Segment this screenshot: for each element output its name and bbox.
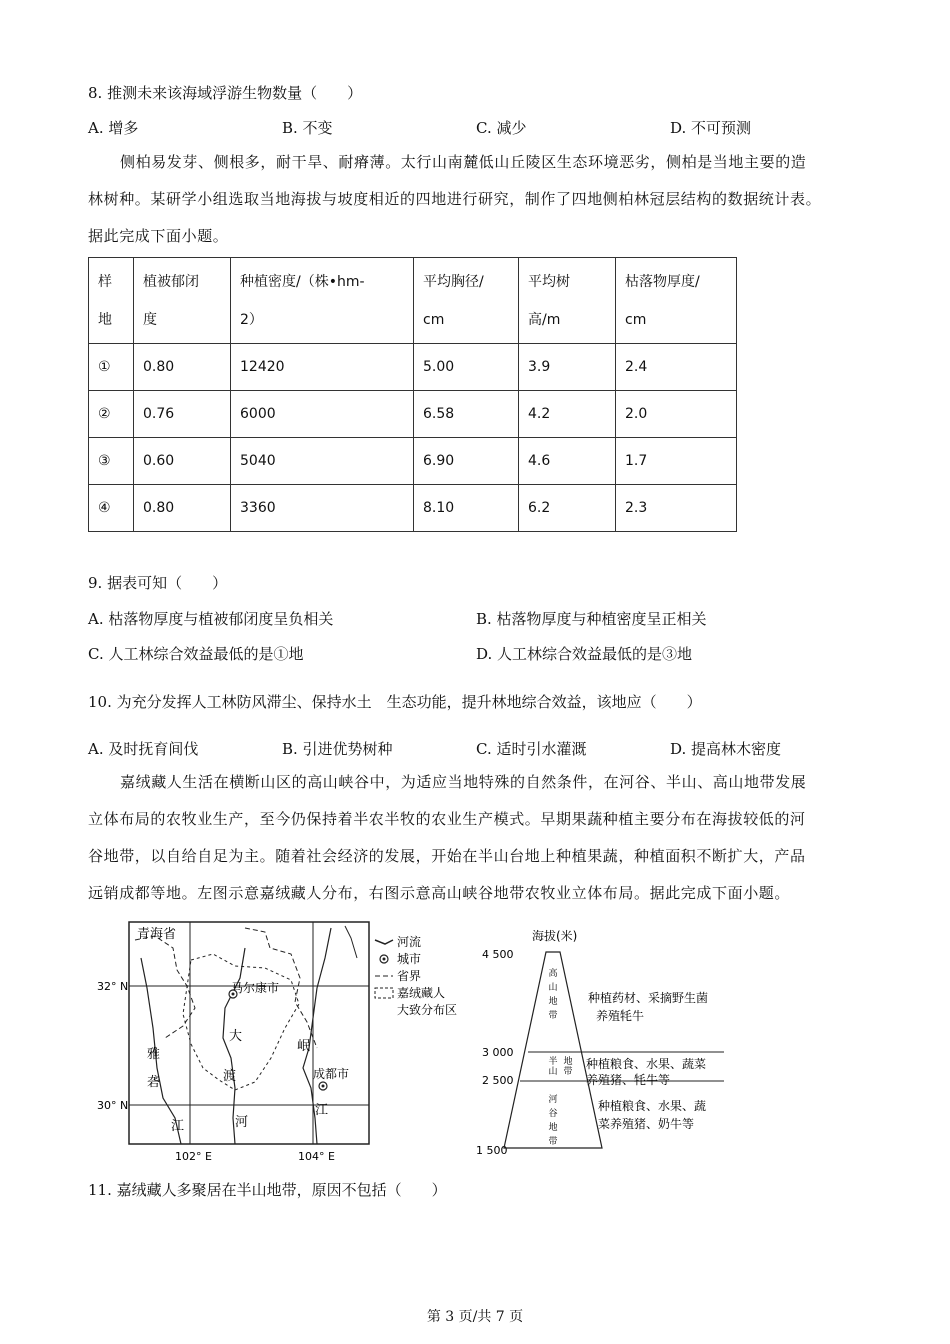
passage1-line-2: 林树种。某研学小组选取当地海拔与坡度相近的四地进行研究，制作了四地侧柏林冠层结构的数据统计表。 xyxy=(88,190,822,208)
table-cell: 4.6 xyxy=(519,438,616,485)
min-label-1: 岷 xyxy=(297,1039,311,1054)
table-cell: 5040 xyxy=(231,438,414,485)
table-cell: 6.90 xyxy=(414,438,519,485)
altitude-axis-title: 海拔(米) xyxy=(532,929,578,943)
map-frame xyxy=(129,922,369,1144)
table-cell: 0.80 xyxy=(134,344,231,391)
q9-option-a: A. 枯落物厚度与植被郁闭度呈负相关 xyxy=(88,610,334,628)
table-cell: 12420 xyxy=(231,344,414,391)
table-cell: 0.76 xyxy=(134,391,231,438)
high-zone-char: 地 xyxy=(548,997,558,1007)
valley-zone-char: 地 xyxy=(548,1123,558,1133)
header-canopy-closure: 植被郁闭 度 xyxy=(134,258,231,344)
high-zone-char: 山 xyxy=(548,983,558,993)
dadu-label-2: 渡 xyxy=(223,1069,237,1084)
table-cell: 2.0 xyxy=(616,391,737,438)
river-tributary xyxy=(345,926,357,958)
lon-104-label: 104° E xyxy=(298,1150,335,1163)
city-label-markang: 马尔康市 xyxy=(231,981,280,995)
q9-option-c: C. 人工林综合效益最低的是①地 xyxy=(88,645,304,663)
passage1-line-3: 据此完成下面小题。 xyxy=(88,227,229,245)
high-zone-desc-2: 养殖牦牛 xyxy=(596,1009,645,1023)
valley-zone-desc-1: 种植粮食、水果、蔬 xyxy=(598,1099,707,1113)
high-zone-desc-1: 种植药材、采摘野生菌 xyxy=(588,991,709,1005)
passage2-line-4: 远销成都等地。左图示意嘉绒藏人分布，右图示意高山峡谷地带农牧业立体布局。据此完成下面小题。 xyxy=(88,884,791,902)
mid-zone-char: 山 xyxy=(548,1067,558,1077)
valley-zone-char: 带 xyxy=(548,1137,558,1147)
header-planting-density: 种植密度/（株•hm- 2） xyxy=(231,258,414,344)
province-label: 青海省 xyxy=(137,927,177,942)
altitude-tick-3000: 3 000 xyxy=(482,1046,514,1059)
altitude-tick-2500: 2 500 xyxy=(482,1074,514,1087)
legend-distribution-label-1: 嘉绒藏人 xyxy=(397,986,446,1000)
high-zone-char: 带 xyxy=(548,1011,558,1021)
table-cell: ③ xyxy=(89,438,134,485)
valley-zone-desc-2: 菜养殖猪、奶牛等 xyxy=(598,1117,695,1131)
high-zone-char: 高 xyxy=(548,969,558,979)
passage1-line-1: 侧柏易发芽、侧根多，耐干旱、耐瘠薄。太行山南麓低山丘陵区生态环境恶劣，侧柏是当地主要的造 xyxy=(120,153,807,171)
table-cell: 6.2 xyxy=(519,485,616,532)
q10-option-c: C. 适时引水灌溉 xyxy=(476,740,587,758)
altitude-tick-4500: 4 500 xyxy=(482,948,514,961)
header-litter-thickness: 枯落物厚度/ cm xyxy=(616,258,737,344)
table-cell: 2.4 xyxy=(616,344,737,391)
altitude-tick-1500: 1 500 xyxy=(476,1144,508,1157)
altitude-zonation-diagram xyxy=(468,922,736,1160)
passage-jiarong xyxy=(88,764,868,912)
legend-city-label: 城市 xyxy=(397,952,422,966)
dadu-label-3: 河 xyxy=(235,1115,249,1130)
city-label-chengdu: 成都市 xyxy=(313,1067,350,1081)
q10-option-b: B. 引进优势树种 xyxy=(282,740,393,758)
page-footer: 第 3 页/共 7 页 xyxy=(426,1309,524,1325)
passage2-line-3: 谷地带，以自给自足为主。随着社会经济的发展，开始在半山台地上种植果蔬，种植面积不断扩大，产品 xyxy=(88,847,806,865)
jiarong-distribution-map xyxy=(95,918,475,1168)
passage-platycladus xyxy=(88,144,868,255)
passage2-line-1: 嘉绒藏人生活在横断山区的高山峡谷中，为适应当地特殊的自然条件，在河谷、半山、高山地带发展 xyxy=(120,773,807,791)
table-cell: 6000 xyxy=(231,391,414,438)
q8-option-c: C. 减少 xyxy=(476,119,527,137)
yalong-label-1: 雅 xyxy=(147,1047,161,1062)
lon-102-label: 102° E xyxy=(175,1150,212,1163)
valley-zone-char: 河 xyxy=(548,1095,558,1105)
min-label-2: 江 xyxy=(315,1103,329,1118)
table-cell: ④ xyxy=(89,485,134,532)
q9-stem: 9. 据表可知（ ） xyxy=(88,574,228,592)
q8-option-a: A. 增多 xyxy=(88,119,139,137)
q11-stem: 11. 嘉绒藏人多聚居在半山地带，原因不包括（ ） xyxy=(88,1181,447,1199)
passage2-line-2: 立体布局的农牧业生产，至今仍保持着半农半牧的农业生产模式。早期果蔬种植主要分布在海拔较低的河 xyxy=(88,810,806,828)
legend-distribution-icon xyxy=(375,988,393,998)
legend-distribution-label-2: 大致分布区 xyxy=(397,1003,458,1017)
legend-river-icon xyxy=(375,940,393,944)
mid-zone-desc-2: 养殖猪、牦牛等 xyxy=(586,1073,671,1087)
table-row xyxy=(89,438,737,485)
table-cell: 0.80 xyxy=(134,485,231,532)
mid-zone-desc-1: 种植粮食、水果、蔬菜 xyxy=(586,1057,707,1071)
table-row xyxy=(89,485,737,532)
table-header-row xyxy=(89,258,737,344)
province-boundary xyxy=(135,936,195,1038)
dadu-label-1: 大 xyxy=(229,1029,243,1044)
header-mean-height: 平均树 高/m xyxy=(519,258,616,344)
q9-option-b: B. 枯落物厚度与种植密度呈正相关 xyxy=(476,610,707,628)
header-mean-dbh: 平均胸径/ cm xyxy=(414,258,519,344)
yalong-label-3: 江 xyxy=(171,1119,185,1134)
header-plot: 样 地 xyxy=(89,258,134,344)
q10-option-d: D. 提高林木密度 xyxy=(670,740,782,758)
table-cell: 3.9 xyxy=(519,344,616,391)
table-cell: 0.60 xyxy=(134,438,231,485)
q8-option-b: B. 不变 xyxy=(282,119,333,137)
valley-zone-char: 谷 xyxy=(548,1109,558,1119)
table-cell: 5.00 xyxy=(414,344,519,391)
mid-zone-char: 半 xyxy=(548,1057,558,1067)
table-cell: 2.3 xyxy=(616,485,737,532)
table-cell: 3360 xyxy=(231,485,414,532)
legend-river-label: 河流 xyxy=(397,935,422,949)
mid-zone-char: 带 xyxy=(563,1067,573,1077)
q10-option-a: A. 及时抚育间伐 xyxy=(88,740,199,758)
table-cell: ① xyxy=(89,344,134,391)
q8-stem: 8. 推测未来该海域浮游生物数量（ ） xyxy=(88,84,363,102)
lat-30-label: 30° N xyxy=(97,1099,129,1112)
q10-stem: 10. 为充分发挥人工林防风滞尘、保持水土 生态功能，提升林地综合效益，该地应（ ） xyxy=(88,693,702,711)
canopy-structure-table xyxy=(88,257,737,532)
q8-option-d: D. 不可预测 xyxy=(670,119,752,137)
table-cell: 8.10 xyxy=(414,485,519,532)
table-cell: 4.2 xyxy=(519,391,616,438)
lat-32-label: 32° N xyxy=(97,980,129,993)
mid-zone-char: 地 xyxy=(563,1057,573,1067)
table-row xyxy=(89,344,737,391)
table-row xyxy=(89,391,737,438)
table-cell: 1.7 xyxy=(616,438,737,485)
legend-boundary-label: 省界 xyxy=(397,969,422,983)
table-cell: 6.58 xyxy=(414,391,519,438)
yalong-label-2: 砻 xyxy=(147,1075,161,1090)
table-cell: ② xyxy=(89,391,134,438)
q9-option-d: D. 人工林综合效益最低的是③地 xyxy=(476,645,693,663)
